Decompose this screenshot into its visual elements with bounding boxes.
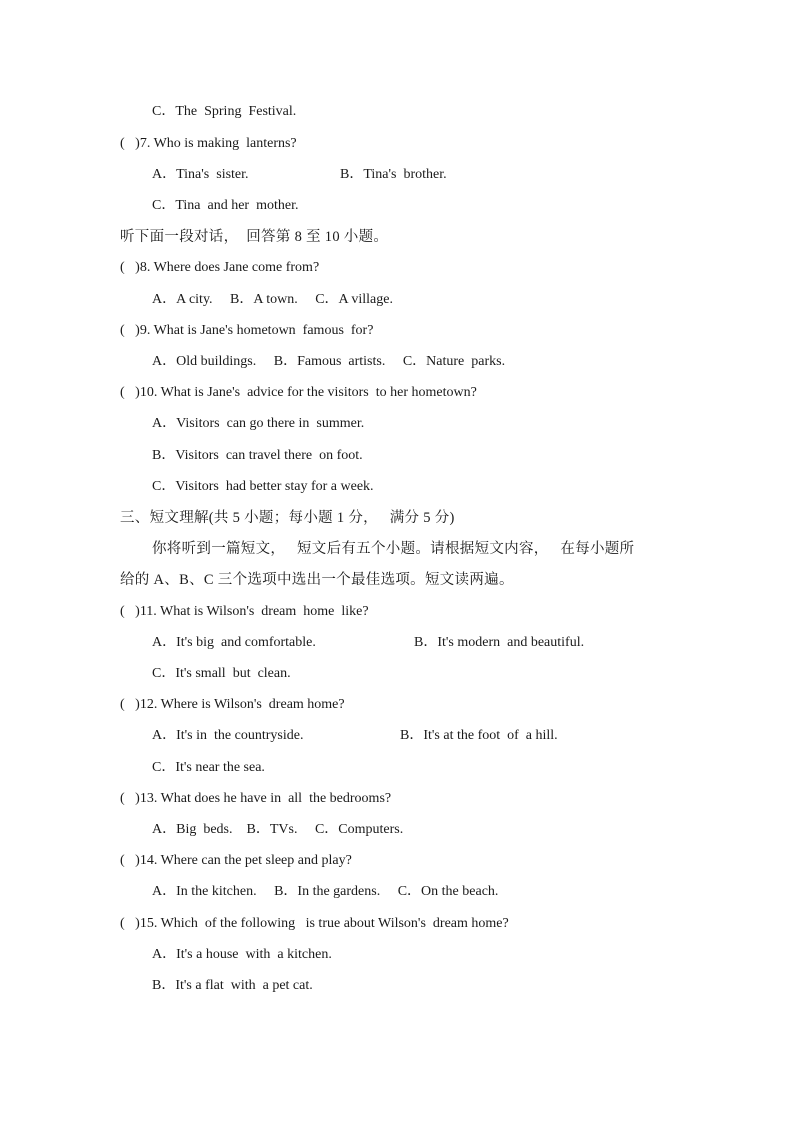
section-8-10-heading: 听下面一段对话， 回答第 8 至 10 小题。	[120, 229, 389, 245]
q7-option-a: A．Tina's sister.	[152, 167, 249, 182]
q9-options: A．Old buildings. B．Famous artists. C．Nature parks.	[152, 354, 506, 369]
q11-option-b: B．It's modern and beautiful.	[414, 635, 585, 650]
q6-option-c: C．The Spring Festival.	[152, 104, 297, 119]
section-3-title: 三、短文理解(共 5 小题；每小题 1 分， 满分 5 分)	[120, 510, 455, 526]
q8-options: A．A city. B．A town. C．A village.	[152, 292, 393, 307]
q14-options: A．In the kitchen. B．In the gardens. C．On the beach.	[152, 884, 499, 899]
q11-option-a: A．It's big and comfortable.	[152, 635, 316, 650]
q12-option-c: C．It's near the sea.	[152, 760, 265, 775]
q10-option-b: B．Visitors can travel there on foot.	[152, 448, 363, 463]
q15-option-a: A．It's a house with a kitchen.	[152, 947, 332, 962]
question-13: ( )13. What does he have in all the bedrooms?	[120, 791, 392, 806]
question-15: ( )15. Which of the following is true about Wilson's dream home?	[120, 916, 509, 931]
question-14: ( )14. Where can the pet sleep and play?	[120, 853, 352, 868]
q10-option-a: A．Visitors can go there in summer.	[152, 416, 365, 431]
question-12: ( )12. Where is Wilson's dream home?	[120, 697, 345, 712]
question-8: ( )8. Where does Jane come from?	[120, 260, 320, 275]
section-3-instructions-line-1: 你将听到一篇短文， 短文后有五个小题。请根据短文内容， 在每小题所	[152, 541, 635, 557]
question-7: ( )7. Who is making lanterns?	[120, 136, 297, 151]
q13-options: A．Big beds. B．TVs. C．Computers.	[152, 822, 404, 837]
q15-option-b: B．It's a flat with a pet cat.	[152, 978, 313, 993]
q12-option-a: A．It's in the countryside.	[152, 728, 304, 743]
question-11: ( )11. What is Wilson's dream home like?	[120, 604, 369, 619]
q7-option-c: C．Tina and her mother.	[152, 198, 299, 213]
question-10: ( )10. What is Jane's advice for the visitors to her hometown?	[120, 385, 477, 400]
q10-option-c: C．Visitors had better stay for a week.	[152, 479, 374, 494]
section-3-instructions-line-2: 给的 A、B、C 三个选项中选出一个最佳选项。短文读两遍。	[120, 572, 514, 588]
q7-option-b: B．Tina's brother.	[340, 167, 447, 182]
q11-option-c: C．It's small but clean.	[152, 666, 291, 681]
question-9: ( )9. What is Jane's hometown famous for?	[120, 323, 374, 338]
q12-option-b: B．It's at the foot of a hill.	[400, 728, 558, 743]
